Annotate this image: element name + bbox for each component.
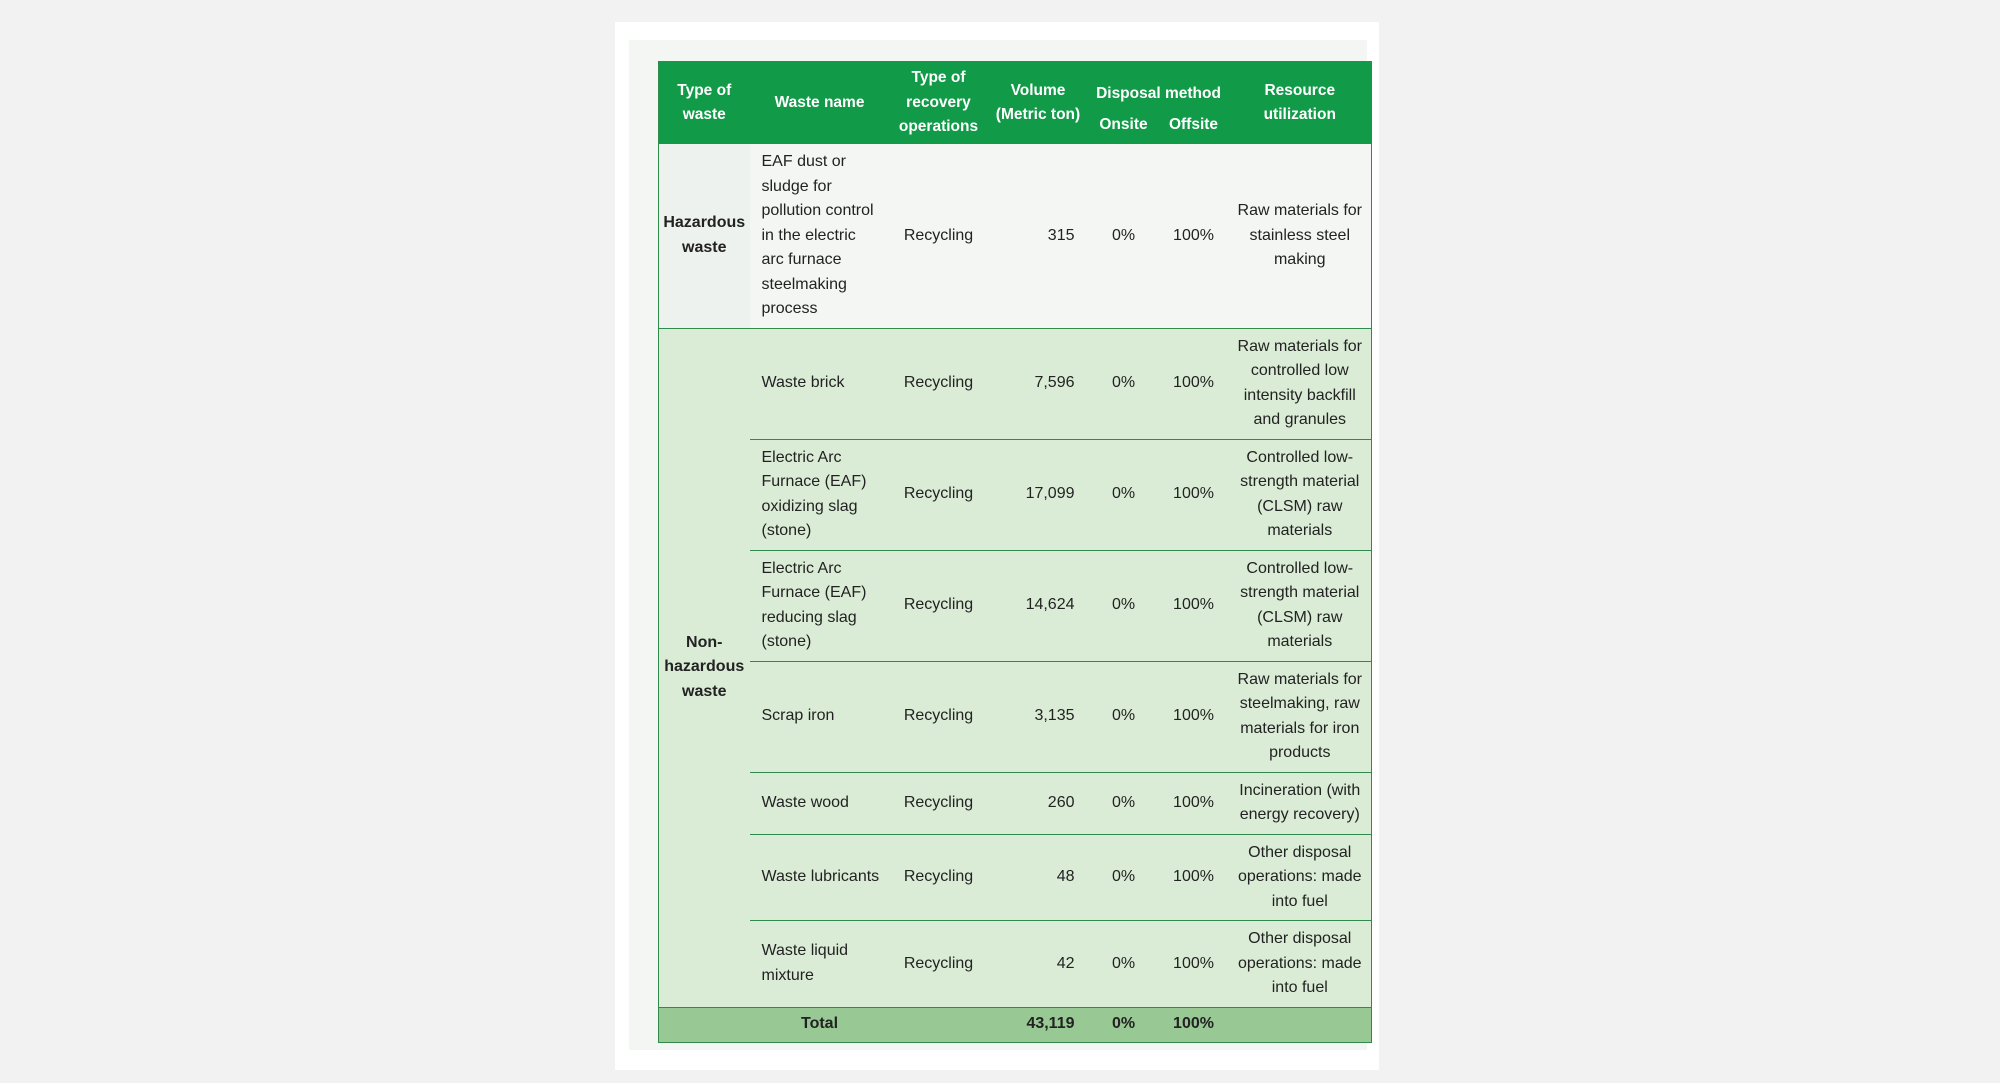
table-row	[659, 661, 1372, 772]
waste-table	[658, 61, 1372, 1043]
table-row	[659, 834, 1372, 921]
resource-cell: Other disposal operations: made into fuel	[1229, 921, 1372, 1008]
recovery-cell: Recycling	[890, 772, 988, 834]
resource-cell: Raw materials for steelmaking, raw materials for iron products	[1229, 661, 1372, 772]
offsite-cell: 100%	[1159, 834, 1229, 921]
waste-name-cell: Waste lubricants	[750, 834, 890, 921]
total-label: Total	[750, 1007, 890, 1042]
table-footer	[659, 1007, 1372, 1042]
total-onsite: 0%	[1089, 1007, 1159, 1042]
header-volume: Volume (Metric ton)	[988, 62, 1089, 145]
table-body	[659, 144, 1372, 1007]
volume-cell: 260	[988, 772, 1089, 834]
resource-cell: Raw materials for stainless steel making	[1229, 144, 1372, 328]
total-volume: 43,119	[988, 1007, 1089, 1042]
header-offsite: Offsite	[1159, 106, 1229, 144]
resource-cell: Incineration (with energy recovery)	[1229, 772, 1372, 834]
offsite-cell: 100%	[1159, 439, 1229, 550]
onsite-cell: 0%	[1089, 328, 1159, 439]
volume-cell: 14,624	[988, 550, 1089, 661]
table-header	[659, 62, 1372, 145]
total-offsite: 100%	[1159, 1007, 1229, 1042]
waste-name-cell: Electric Arc Furnace (EAF) oxidizing slag (stone)	[750, 439, 890, 550]
total-row	[659, 1007, 1372, 1042]
hazardous-type-cell: Hazardous waste	[659, 144, 750, 328]
waste-name-cell: Waste wood	[750, 772, 890, 834]
total-empty-cell	[1229, 1007, 1372, 1042]
header-waste-name: Waste name	[750, 62, 890, 145]
table-row	[659, 439, 1372, 550]
document-card	[615, 22, 1379, 1070]
header-disposal-method: Disposal method	[1089, 62, 1229, 107]
onsite-cell: 0%	[1089, 144, 1159, 328]
total-empty-cell	[659, 1007, 750, 1042]
header-onsite: Onsite	[1089, 106, 1159, 144]
table-row	[659, 144, 1372, 328]
volume-cell: 315	[988, 144, 1089, 328]
onsite-cell: 0%	[1089, 921, 1159, 1008]
volume-cell: 42	[988, 921, 1089, 1008]
table-panel	[629, 40, 1367, 1050]
header-type-of-waste: Type of waste	[659, 62, 750, 145]
resource-cell: Controlled low-strength material (CLSM) raw materials	[1229, 439, 1372, 550]
recovery-cell: Recycling	[890, 328, 988, 439]
total-empty-cell	[890, 1007, 988, 1042]
volume-cell: 17,099	[988, 439, 1089, 550]
onsite-cell: 0%	[1089, 834, 1159, 921]
recovery-cell: Recycling	[890, 550, 988, 661]
recovery-cell: Recycling	[890, 439, 988, 550]
offsite-cell: 100%	[1159, 772, 1229, 834]
non-hazardous-type-cell: Non-hazardous waste	[659, 328, 750, 1007]
recovery-cell: Recycling	[890, 921, 988, 1008]
offsite-cell: 100%	[1159, 328, 1229, 439]
onsite-cell: 0%	[1089, 661, 1159, 772]
offsite-cell: 100%	[1159, 921, 1229, 1008]
recovery-cell: Recycling	[890, 144, 988, 328]
resource-cell: Other disposal operations: made into fuel	[1229, 834, 1372, 921]
waste-name-cell: Waste liquid mixture	[750, 921, 890, 1008]
onsite-cell: 0%	[1089, 550, 1159, 661]
resource-cell: Raw materials for controlled low intensity backfill and granules	[1229, 328, 1372, 439]
onsite-cell: 0%	[1089, 772, 1159, 834]
waste-name-cell: Electric Arc Furnace (EAF) reducing slag (stone)	[750, 550, 890, 661]
onsite-cell: 0%	[1089, 439, 1159, 550]
offsite-cell: 100%	[1159, 144, 1229, 328]
waste-name-cell: Waste brick	[750, 328, 890, 439]
table-row	[659, 328, 1372, 439]
table-row	[659, 921, 1372, 1008]
offsite-cell: 100%	[1159, 550, 1229, 661]
volume-cell: 48	[988, 834, 1089, 921]
waste-name-cell: Scrap iron	[750, 661, 890, 772]
header-resource-utilization: Resource utilization	[1229, 62, 1372, 145]
offsite-cell: 100%	[1159, 661, 1229, 772]
table-row	[659, 550, 1372, 661]
recovery-cell: Recycling	[890, 834, 988, 921]
header-recovery-type: Type of recovery operations	[890, 62, 988, 145]
volume-cell: 7,596	[988, 328, 1089, 439]
waste-name-cell: EAF dust or sludge for pollution control in the electric arc furnace steelmaking process	[750, 144, 890, 328]
recovery-cell: Recycling	[890, 661, 988, 772]
table-row	[659, 772, 1372, 834]
resource-cell: Controlled low-strength material (CLSM) raw materials	[1229, 550, 1372, 661]
volume-cell: 3,135	[988, 661, 1089, 772]
